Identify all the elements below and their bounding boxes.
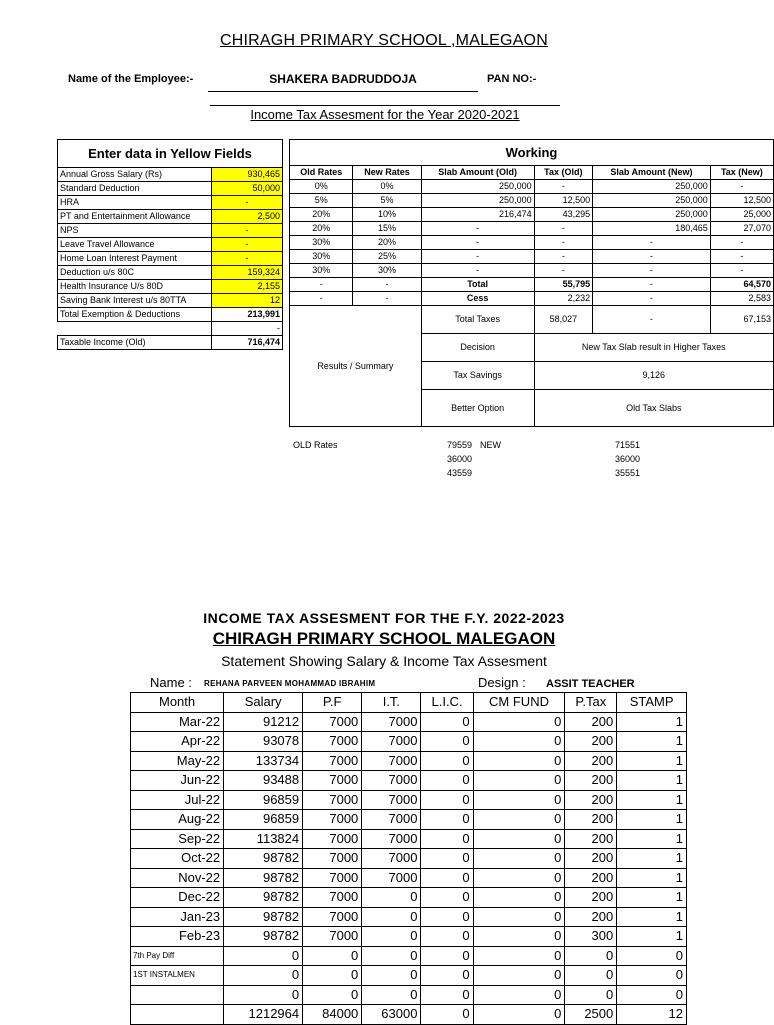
working-heading: Working [290, 140, 774, 166]
slab-cell: - [421, 222, 534, 236]
salary-cell: 0 [565, 946, 617, 966]
salary-cell: 1 [617, 888, 687, 908]
salary-cell: 0 [224, 966, 303, 986]
slab-row [290, 250, 774, 264]
slab-cell: - [421, 250, 534, 264]
salary-cell: 0 [421, 946, 473, 966]
input-value-field[interactable]: - [212, 196, 283, 210]
slab-cell: - [534, 180, 593, 194]
salary-cell: 98782 [224, 849, 303, 869]
cess-old-rate: - [290, 292, 353, 306]
assessment-title [210, 105, 560, 122]
input-row [58, 252, 283, 266]
month-cell: Feb-23 [131, 927, 224, 947]
slab-cell: 30% [290, 264, 353, 278]
input-value-field[interactable]: - [212, 224, 283, 238]
slab-cell: 250,000 [421, 194, 534, 208]
total-taxes-label: Total Taxes [421, 306, 534, 334]
month-cell [131, 985, 224, 1005]
school-title: CHIRAGH PRIMARY SCHOOL ,MALEGAON [220, 32, 548, 49]
input-row [58, 238, 283, 252]
salary-cell: 0 [473, 1005, 565, 1025]
month-cell: Apr-22 [131, 732, 224, 752]
input-row [58, 210, 283, 224]
salary-cell: 0 [224, 985, 303, 1005]
salary-column-header: Salary [224, 693, 303, 713]
slab-cell: - [710, 180, 773, 194]
salary-cell: 1 [617, 907, 687, 927]
statement-school: CHIRAGH PRIMARY SCHOOL MALEGAON [212, 629, 556, 648]
salary-cell: 0 [362, 946, 421, 966]
slab-cell: 12,500 [534, 194, 593, 208]
salary-cell: 7000 [303, 810, 362, 830]
salary-cell: 1 [617, 790, 687, 810]
salary-cell: 0 [473, 829, 565, 849]
salary-row [131, 907, 687, 927]
old-rates-label: OLD Rates [293, 440, 338, 450]
salary-row [131, 732, 687, 752]
taxable-income-value: 716,474 [212, 336, 283, 350]
salary-cell: 7000 [362, 732, 421, 752]
slab-cell: - [421, 264, 534, 278]
input-table [57, 139, 283, 350]
salary-cell: 200 [565, 732, 617, 752]
input-value-field[interactable]: 2,500 [212, 210, 283, 224]
employee-name: SHAKERA BADRUDDOJA [208, 72, 478, 92]
salary-cell: 0 [362, 907, 421, 927]
salary-cell: 7000 [303, 849, 362, 869]
slab-cell: 27,070 [710, 222, 773, 236]
dash-cell: - [212, 322, 283, 336]
salary-cell: 93488 [224, 771, 303, 791]
statement-title: INCOME TAX ASSESMENT FOR THE F.Y. 2022-2023 [203, 610, 565, 626]
tax-savings-label: Tax Savings [421, 362, 534, 390]
month-cell: Nov-22 [131, 868, 224, 888]
slab-cell: - [710, 264, 773, 278]
new-rate-3: 35551 [615, 468, 641, 478]
input-label: Home Loan Interest Payment [58, 252, 212, 266]
slab-cell: - [421, 236, 534, 250]
month-cell: Oct-22 [131, 849, 224, 869]
salary-column-header: I.T. [362, 693, 421, 713]
input-value-field[interactable]: 159,324 [212, 266, 283, 280]
cess-row [290, 292, 774, 306]
salary-cell: 7000 [303, 829, 362, 849]
salary-cell: 200 [565, 771, 617, 791]
slab-cell: 25,000 [710, 208, 773, 222]
total-taxes-old: 58,027 [534, 306, 593, 334]
salary-row [131, 712, 687, 732]
design-label: Design : [478, 675, 526, 690]
working-column-header: Slab Amount (Old) [421, 166, 534, 180]
salary-cell: 7000 [303, 751, 362, 771]
input-label: Deduction u/s 80C [58, 266, 212, 280]
total-tax-old: 55,795 [534, 278, 593, 292]
salary-column-header: CM FUND [473, 693, 565, 713]
name-value: REHANA PARVEEN MOHAMMAD IBRAHIM [204, 679, 376, 688]
input-row [58, 280, 283, 294]
decision-label: Decision [421, 334, 534, 362]
working-column-header: New Rates [353, 166, 421, 180]
old-rate-3: 43559 [447, 468, 473, 478]
salary-cell: 0 [565, 985, 617, 1005]
total-row [290, 278, 774, 292]
salary-cell: 200 [565, 712, 617, 732]
salary-cell: 200 [565, 888, 617, 908]
slab-cell: - [534, 250, 593, 264]
salary-cell: 0 [421, 1005, 473, 1025]
salary-cell: 0 [617, 966, 687, 986]
salary-cell: 7000 [303, 732, 362, 752]
salary-cell: 1 [617, 810, 687, 830]
salary-row [131, 1005, 687, 1025]
salary-cell: 0 [421, 927, 473, 947]
slab-cell: 20% [290, 208, 353, 222]
salary-cell: 0 [421, 712, 473, 732]
statement-subtitle: Statement Showing Salary & Income Tax Assesment [221, 653, 547, 669]
salary-cell: 1 [617, 868, 687, 888]
slab-row [290, 222, 774, 236]
total-deduction-value: 213,991 [212, 308, 283, 322]
input-label: Leave Travel Allowance [58, 238, 212, 252]
new-rate-2: 36000 [615, 454, 641, 464]
salary-cell: 7000 [303, 927, 362, 947]
salary-cell: 98782 [224, 907, 303, 927]
salary-cell: 91212 [224, 712, 303, 732]
salary-cell: 0 [473, 732, 565, 752]
salary-cell: 96859 [224, 810, 303, 830]
salary-cell: 2500 [565, 1005, 617, 1025]
salary-cell: 96859 [224, 790, 303, 810]
total-taxes-new: 67,153 [710, 306, 773, 334]
salary-cell: 0 [565, 966, 617, 986]
month-cell: Jun-22 [131, 771, 224, 791]
salary-cell: 0 [473, 771, 565, 791]
slab-cell: 30% [290, 236, 353, 250]
input-label: Health Insurance U/s 80D [58, 280, 212, 294]
salary-cell: 0 [362, 927, 421, 947]
slab-cell: 250,000 [593, 180, 711, 194]
salary-row [131, 829, 687, 849]
salary-column-header: STAMP [617, 693, 687, 713]
cess-mid: - [593, 292, 711, 306]
salary-cell: 1 [617, 771, 687, 791]
input-row [58, 224, 283, 238]
input-row [58, 266, 283, 280]
month-cell: Dec-22 [131, 888, 224, 908]
salary-row [131, 810, 687, 830]
salary-cell: 0 [421, 888, 473, 908]
salary-cell: 1 [617, 829, 687, 849]
input-value-field[interactable]: - [212, 252, 283, 266]
salary-cell: 7000 [303, 907, 362, 927]
salary-cell: 0 [421, 849, 473, 869]
blank-cell [58, 322, 212, 336]
cess-label: Cess [421, 292, 534, 306]
salary-cell: 0 [473, 849, 565, 869]
total-tax-new: 64,570 [710, 278, 773, 292]
salary-cell: 0 [473, 907, 565, 927]
salary-cell: 0 [362, 985, 421, 1005]
salary-cell: 200 [565, 849, 617, 869]
salary-cell: 98782 [224, 888, 303, 908]
salary-cell: 7000 [362, 849, 421, 869]
salary-row [131, 888, 687, 908]
slab-cell: - [534, 222, 593, 236]
slab-row [290, 208, 774, 222]
slab-cell: - [593, 250, 711, 264]
input-value-field[interactable]: 2,155 [212, 280, 283, 294]
salary-cell: 63000 [362, 1005, 421, 1025]
working-column-header: Old Rates [290, 166, 353, 180]
salary-cell: 1212964 [224, 1005, 303, 1025]
salary-cell: 0 [473, 790, 565, 810]
salary-cell: 133734 [224, 751, 303, 771]
input-label: PT and Entertainment Allowance [58, 210, 212, 224]
total-slab-new: - [593, 278, 711, 292]
salary-cell: 1 [617, 712, 687, 732]
salary-cell: 98782 [224, 868, 303, 888]
slab-cell: - [534, 264, 593, 278]
salary-column-header: L.I.C. [421, 693, 473, 713]
working-column-header: Tax (Old) [534, 166, 593, 180]
salary-cell: 1 [617, 927, 687, 947]
salary-cell: 0 [473, 810, 565, 830]
results-summary-label: Results / Summary [290, 306, 422, 427]
salary-cell: 0 [421, 907, 473, 927]
salary-cell: 7000 [303, 790, 362, 810]
salary-row [131, 751, 687, 771]
cess-new-rate: - [353, 292, 421, 306]
salary-cell: 0 [224, 946, 303, 966]
working-table [289, 139, 774, 427]
salary-cell: 0 [362, 888, 421, 908]
input-label: HRA [58, 196, 212, 210]
salary-cell: 0 [473, 927, 565, 947]
slab-cell: 15% [353, 222, 421, 236]
salary-cell: 0 [421, 985, 473, 1005]
salary-cell: 7000 [362, 751, 421, 771]
total-new-rate: - [353, 278, 421, 292]
salary-cell: 0 [303, 966, 362, 986]
salary-cell: 7000 [362, 829, 421, 849]
salary-cell: 12 [617, 1005, 687, 1025]
month-cell: Aug-22 [131, 810, 224, 830]
salary-cell: 0 [421, 868, 473, 888]
tax-savings-value: 9,126 [534, 362, 773, 390]
month-cell: Jul-22 [131, 790, 224, 810]
better-option-label: Better Option [421, 390, 534, 427]
salary-cell: 0 [421, 732, 473, 752]
slab-cell: 0% [353, 180, 421, 194]
salary-cell: 7000 [303, 888, 362, 908]
new-rate-1: 71551 [615, 440, 641, 450]
salary-cell: 0 [362, 966, 421, 986]
slab-row [290, 264, 774, 278]
total-deduction-label: Total Exemption & Deductions [58, 308, 212, 322]
month-cell: 7th Pay Diff [131, 946, 224, 966]
salary-cell: 7000 [303, 868, 362, 888]
salary-cell: 0 [473, 712, 565, 732]
slab-cell: 216,474 [421, 208, 534, 222]
salary-cell: 0 [421, 751, 473, 771]
slab-cell: 25% [353, 250, 421, 264]
old-rate-2: 36000 [447, 454, 473, 464]
salary-cell: 7000 [362, 790, 421, 810]
salary-cell: 0 [617, 946, 687, 966]
input-row [58, 294, 283, 308]
salary-cell: 200 [565, 790, 617, 810]
salary-row [131, 946, 687, 966]
total-label: Total [421, 278, 534, 292]
cess-old: 2,232 [534, 292, 593, 306]
input-row [58, 182, 283, 196]
salary-cell: 200 [565, 751, 617, 771]
salary-cell: 200 [565, 907, 617, 927]
salary-cell: 84000 [303, 1005, 362, 1025]
month-cell: May-22 [131, 751, 224, 771]
salary-row [131, 849, 687, 869]
salary-cell: 1 [617, 849, 687, 869]
name-label: Name : [150, 675, 192, 690]
salary-cell: 0 [421, 829, 473, 849]
slab-cell: 12,500 [710, 194, 773, 208]
salary-cell: 7000 [362, 868, 421, 888]
new-rates-label: NEW [480, 440, 501, 450]
salary-cell: 7000 [362, 771, 421, 791]
salary-cell: 0 [303, 985, 362, 1005]
slab-cell: 5% [353, 194, 421, 208]
slab-cell: 30% [290, 250, 353, 264]
salary-cell: 98782 [224, 927, 303, 947]
salary-cell: 0 [421, 966, 473, 986]
month-cell: Jan-23 [131, 907, 224, 927]
salary-row [131, 790, 687, 810]
salary-cell: 200 [565, 810, 617, 830]
total-old-rate: - [290, 278, 353, 292]
slab-cell: 180,465 [593, 222, 711, 236]
input-label: Standard Deduction [58, 182, 212, 196]
input-label: Annual Gross Salary (Rs) [58, 168, 212, 182]
input-label: Saving Bank Interest u/s 80TTA [58, 294, 212, 308]
input-row [58, 168, 283, 182]
month-cell: 1ST INSTALMEN [131, 966, 224, 986]
slab-cell: 250,000 [593, 208, 711, 222]
old-rate-1: 79559 [447, 440, 473, 450]
decision-value: New Tax Slab result in Higher Taxes [534, 334, 773, 362]
employee-label: Name of the Employee:- [68, 73, 194, 85]
month-cell: Sep-22 [131, 829, 224, 849]
salary-cell: 7000 [362, 712, 421, 732]
slab-row [290, 236, 774, 250]
design-value: ASSIT TEACHER [546, 678, 635, 690]
slab-cell: 20% [290, 222, 353, 236]
salary-column-header: Month [131, 693, 224, 713]
salary-row [131, 927, 687, 947]
better-option-value: Old Tax Slabs [534, 390, 773, 427]
salary-cell: 113824 [224, 829, 303, 849]
slab-cell: 43,295 [534, 208, 593, 222]
salary-cell: 200 [565, 829, 617, 849]
slab-cell: 5% [290, 194, 353, 208]
salary-cell: 0 [617, 985, 687, 1005]
salary-cell: 1 [617, 751, 687, 771]
working-column-header: Slab Amount (New) [593, 166, 711, 180]
salary-cell: 7000 [303, 712, 362, 732]
salary-cell: 0 [421, 771, 473, 791]
input-heading: Enter data in Yellow Fields [58, 140, 283, 168]
slab-cell: 0% [290, 180, 353, 194]
salary-row [131, 985, 687, 1005]
salary-cell: 0 [473, 868, 565, 888]
salary-row [131, 868, 687, 888]
salary-cell: 7000 [362, 810, 421, 830]
slab-row [290, 194, 774, 208]
salary-cell: 0 [473, 946, 565, 966]
input-row [58, 196, 283, 210]
pan-label: PAN NO:- [487, 73, 537, 85]
salary-cell: 200 [565, 868, 617, 888]
salary-cell: 1 [617, 732, 687, 752]
slab-cell: - [710, 236, 773, 250]
slab-cell: - [534, 236, 593, 250]
input-value-field[interactable]: - [212, 238, 283, 252]
slab-cell: 20% [353, 236, 421, 250]
salary-cell: 0 [473, 888, 565, 908]
salary-cell: 300 [565, 927, 617, 947]
working-column-header: Tax (New) [710, 166, 773, 180]
salary-cell: 7000 [303, 771, 362, 791]
slab-row [290, 180, 774, 194]
salary-cell: 0 [421, 790, 473, 810]
slab-cell: - [593, 236, 711, 250]
assessment-title-text: Income Tax Assesment for the Year 2020-2021 [250, 107, 520, 122]
slab-cell: - [593, 264, 711, 278]
total-taxes-mid: - [593, 306, 711, 334]
salary-row [131, 771, 687, 791]
salary-table [130, 692, 687, 1025]
slab-cell: 30% [353, 264, 421, 278]
salary-cell: 0 [473, 751, 565, 771]
month-cell [131, 1005, 224, 1025]
input-value-field[interactable]: 50,000 [212, 182, 283, 196]
input-value-field[interactable]: 12 [212, 294, 283, 308]
input-value-field[interactable]: 930,465 [212, 168, 283, 182]
salary-cell: 0 [473, 966, 565, 986]
salary-cell: 0 [303, 946, 362, 966]
salary-cell: 0 [473, 985, 565, 1005]
slab-cell: - [710, 250, 773, 264]
salary-column-header: P.F [303, 693, 362, 713]
cess-new: 2,583 [710, 292, 773, 306]
slab-cell: 10% [353, 208, 421, 222]
taxable-income-label: Taxable Income (Old) [58, 336, 212, 350]
input-label: NPS [58, 224, 212, 238]
month-cell: Mar-22 [131, 712, 224, 732]
slab-cell: 250,000 [593, 194, 711, 208]
salary-row [131, 966, 687, 986]
slab-cell: 250,000 [421, 180, 534, 194]
salary-cell: 0 [421, 810, 473, 830]
salary-cell: 93078 [224, 732, 303, 752]
salary-column-header: P.Tax [565, 693, 617, 713]
